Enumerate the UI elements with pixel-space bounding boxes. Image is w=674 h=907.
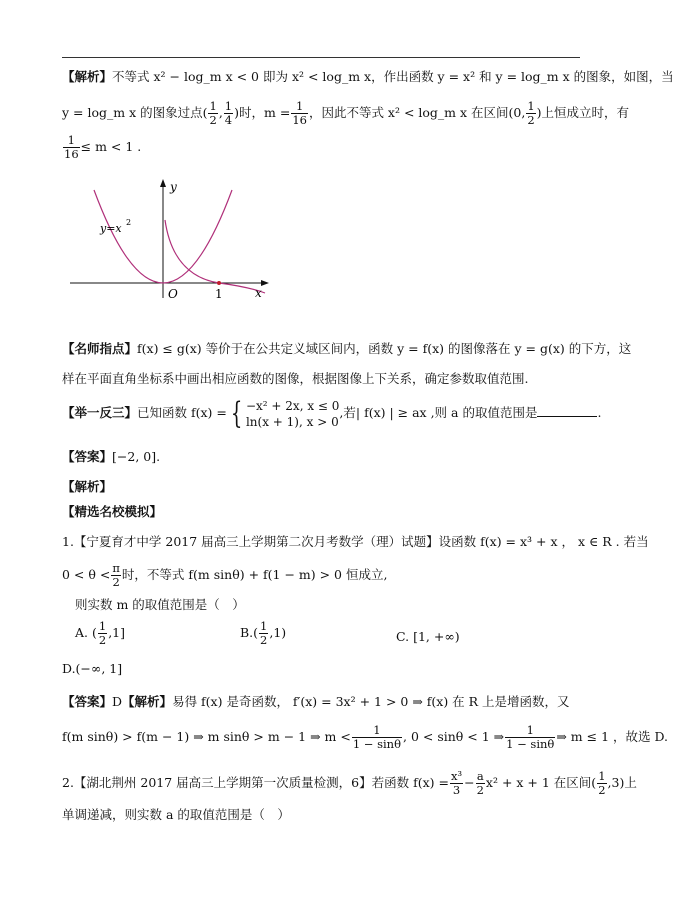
ans1-text: , 0 < sinθ < 1 ⇒ [403, 729, 505, 744]
example-line [62, 396, 601, 430]
analysis-text: ，因此不等式 x² < log_m x 在区间(0, [308, 105, 526, 120]
fraction: $\frac{1}{1 - \sin\theta}$ [506, 723, 555, 751]
fraction: $\frac{1}{2}$ [209, 99, 217, 127]
analysis-text: 不等式 x² − log_m x < 0 即为 x² < log_m x，作出函数 y = x² 和 y = log_m x 的图象，如图，当 [112, 69, 674, 84]
example-text: ,若| f(x) | ≥ ax ,则 a 的取值范围是 [339, 405, 538, 420]
q1-text: 0 < θ < [62, 567, 111, 582]
y-axis-arrow [160, 179, 166, 187]
example-tag: 【举一反三】 [62, 405, 138, 420]
analysis-text: )时，m = [234, 105, 291, 120]
answer-tag: 【答案】 [62, 694, 113, 709]
period: . [597, 405, 602, 420]
one-tick-label: 1 [215, 287, 223, 301]
analysis-2-line [62, 478, 112, 496]
q2-text: x² + x + 1 在区间( [485, 775, 597, 790]
q2-text: 单调递减，则实数 a 的取值范围是（ ） [62, 807, 290, 822]
analysis-tag: 【解析】 [62, 69, 113, 84]
option-c: C. [1, +∞) [396, 629, 460, 644]
tips-text: 样在平面直角坐标系中画出相应函数的图像，根据图像上下关系，确定参数取值范围. [62, 371, 529, 386]
tips-line-2 [62, 370, 528, 388]
q1-text: 时，不等式 f(m sinθ) + f(1 − m) > 0 恒成立, [121, 567, 388, 582]
point-one [217, 281, 221, 285]
ans1-text: ⇒ m ≤ 1 ，故选 D. [556, 729, 669, 744]
analysis-text: y = log_m x 的图象过点( [62, 105, 208, 120]
top-rule [62, 57, 580, 58]
q2-text: 2.【湖北荆州 2017 届高三上学期第一次质量检测，6】若函数 f(x) = [62, 775, 449, 790]
option-d: D.(−∞, 1] [62, 661, 123, 676]
case-1: −x² + 2x, x ≤ 0 [245, 398, 340, 413]
q1-text: 则实数 m 的取值范围是（ ） [75, 597, 245, 612]
analysis-text: ≤ m < 1 . [80, 139, 142, 154]
y-axis-label: y [170, 180, 177, 194]
fraction: $\frac{1}{2}$ [98, 619, 107, 647]
x-axis-arrow [261, 280, 269, 286]
fraction: $\frac{1}{2}$ [527, 99, 535, 127]
q1-line-2 [62, 562, 387, 589]
x-axis-label: x [255, 286, 262, 300]
q1-text: 1.【宁夏育才中学 2017 届高三上学期第二次月考数学（理）试题】设函数 f(x) = x³ + x ， x ∈ R . 若当 [62, 534, 649, 549]
tips-line-1 [62, 340, 631, 358]
fraction: $\frac{\text{x³}}{3}$ [451, 769, 463, 797]
q1-line-1 [62, 533, 649, 551]
parabola-label: y=x [100, 222, 122, 235]
ans1-text: 易得 f(x) 是奇函数， f′(x) = 3x² + 1 > 0 ⇒ f(x) 在 R 上是增函数，又 [172, 694, 570, 709]
parabola-label-exponent: 2 [126, 218, 132, 227]
function-graph [62, 170, 282, 305]
answer-1-line [62, 448, 160, 466]
fraction: $\frac{1}{2}$ [598, 769, 606, 797]
analysis-tag: 【解析】 [122, 694, 173, 709]
fraction: $\frac{1}{2}$ [260, 619, 268, 647]
q2-line-2 [62, 806, 290, 824]
answer-text: [−2, 0]. [112, 449, 161, 464]
fraction: $\frac{1}{16}$ [292, 99, 307, 127]
piecewise-cases [246, 398, 339, 430]
fraction: $\frac{1}{16}$ [64, 133, 79, 161]
fraction: $\frac{1}{4}$ [224, 99, 233, 127]
q2-text: ,3)上 [607, 775, 637, 790]
section-heading [62, 503, 162, 521]
tips-text: f(x) ≤ g(x) 等价于在公共定义域区间内，函数 y = f(x) 的图像落在 y = g(x) 的下方，这 [137, 341, 632, 356]
section-tag: 【精选名校模拟】 [62, 504, 163, 519]
option-a: A. ( $\frac{1}{2}$ ,1] [75, 619, 125, 647]
analysis-line-2: y = log_m x 的图象过点( $\frac{1}{2}$ , $\frac{1}{4}$ )时，m = $\frac{1}{16}$ ，因此不等式 x² < log_m x 在区间(0, $\frac{1}{2}$ )上恒成立时，有 [62, 99, 630, 127]
analysis-text: )上恒成立时，有 [536, 105, 630, 120]
answer-tag: 【答案】 [62, 449, 113, 464]
brace: { [230, 395, 243, 431]
case-2: ln(x + 1), x > 0 [245, 414, 339, 429]
origin-label: O [168, 287, 178, 301]
fraction: $\frac{\pi}{2}$ [112, 561, 120, 589]
fraction: $\frac{a}{2}$ [476, 769, 484, 797]
answer-blank [537, 404, 597, 417]
tips-tag: 【名师指点】 [62, 341, 138, 356]
example-text: 已知函数 f(x) = [137, 405, 227, 420]
ans1-line-1 [62, 693, 570, 711]
analysis-tag: 【解析】 [62, 479, 113, 494]
analysis-line-3 [62, 134, 141, 161]
analysis-line-1 [62, 68, 674, 86]
q2-line-1: 2.【湖北荆州 2017 届高三上学期第一次质量检测，6】若函数 f(x) = $\frac{\text{x³}}{3}$ − $\frac{a}{2}$ x² + x + 1 在区间( $\frac{1}{2}$ ,3)上 [62, 769, 637, 797]
q1-line-3 [75, 596, 245, 614]
ans1-line-2 [62, 724, 668, 751]
ans1-text: f(m sinθ) > f(m − 1) ⇒ m sinθ > m − 1 ⇒ m < [62, 729, 351, 744]
answer-choice: D [112, 694, 123, 709]
option-b: B.( $\frac{1}{2}$ ,1) [240, 619, 287, 647]
fraction: $\frac{1}{1 - \sin\theta}$ [352, 723, 402, 751]
